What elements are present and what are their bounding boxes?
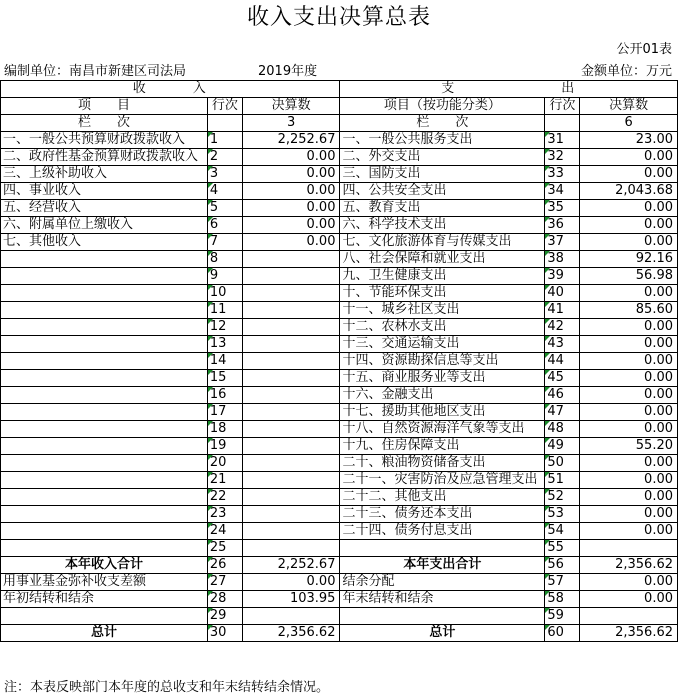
income-rowno-cell[interactable]: 2 <box>207 149 242 166</box>
expense-summary-amount[interactable] <box>580 608 678 625</box>
income-summary-label[interactable]: 用事业基金弥补收支差额 <box>1 574 208 591</box>
table-row <box>1 404 678 421</box>
income-rowno-cell[interactable]: 27 <box>207 574 242 591</box>
income-item-cell[interactable] <box>1 506 208 523</box>
table-row <box>1 149 678 166</box>
expense-rowno-cell[interactable]: 58 <box>545 591 580 608</box>
income-item-cell[interactable] <box>1 540 208 557</box>
expense-rowno-cell[interactable]: 52 <box>545 489 580 506</box>
summary-row <box>1 608 678 625</box>
income-item-cell[interactable] <box>1 404 208 421</box>
expense-item-cell[interactable]: 二十四、债务付息支出 <box>340 523 545 540</box>
income-rowno-cell[interactable]: 3 <box>207 166 242 183</box>
income-item-cell[interactable]: 三、上级补助收入 <box>1 166 208 183</box>
table-row <box>1 455 678 472</box>
expense-amount-cell[interactable]: 0.00 <box>580 455 678 472</box>
expense-rowno-cell[interactable]: 50 <box>545 455 580 472</box>
expense-rowno-cell[interactable]: 42 <box>545 319 580 336</box>
income-summary-amount[interactable]: 2,356.62 <box>242 625 340 642</box>
expense-amount-cell[interactable] <box>580 540 678 557</box>
income-rowno-cell[interactable]: 7 <box>207 234 242 251</box>
expense-summary-amount[interactable]: 2,356.62 <box>580 557 678 574</box>
expense-rowno-cell[interactable]: 59 <box>545 608 580 625</box>
header-row-columns <box>1 98 678 115</box>
expense-rowno-cell[interactable]: 51 <box>545 472 580 489</box>
table-row <box>1 268 678 285</box>
expense-rowno-cell[interactable]: 38 <box>545 251 580 268</box>
table-row <box>1 370 678 387</box>
income-rowno-cell[interactable]: 10 <box>207 285 242 302</box>
income-summary-label[interactable]: 年初结转和结余 <box>1 591 208 608</box>
expense-item-cell[interactable]: 二十二、其他支出 <box>340 489 545 506</box>
expense-summary-label[interactable]: 总计 <box>340 625 545 642</box>
income-item-cell[interactable]: 四、事业收入 <box>1 183 208 200</box>
expense-rowno-cell[interactable]: 37 <box>545 234 580 251</box>
expense-item-cell[interactable]: 二十、粮油物资储备支出 <box>340 455 545 472</box>
summary-row <box>1 557 678 574</box>
income-rowno-cell[interactable]: 29 <box>207 608 242 625</box>
expense-amount-cell[interactable]: 56.98 <box>580 268 678 285</box>
expense-item-cell[interactable]: 十二、农林水支出 <box>340 319 545 336</box>
summary-row <box>1 625 678 642</box>
expense-item-header: 项目（按功能分类） <box>340 98 545 115</box>
summary-row <box>1 574 678 591</box>
income-item-cell[interactable] <box>1 438 208 455</box>
income-summary-label[interactable]: 总计 <box>1 625 208 642</box>
table-row <box>1 438 678 455</box>
expense-item-cell[interactable]: 二、外交支出 <box>340 149 545 166</box>
table-row <box>1 251 678 268</box>
income-item-cell[interactable]: 二、政府性基金预算财政拨款收入 <box>1 149 208 166</box>
table-row <box>1 285 678 302</box>
income-amount-cell[interactable] <box>242 387 340 404</box>
income-amount-cell[interactable]: 0.00 <box>242 166 340 183</box>
income-item-cell[interactable] <box>1 302 208 319</box>
expense-col-number: 6 <box>580 115 678 132</box>
expense-rowno-cell[interactable]: 40 <box>545 285 580 302</box>
income-rowno-cell[interactable]: 28 <box>207 591 242 608</box>
expense-amount-cell[interactable]: 0.00 <box>580 166 678 183</box>
expense-amount-cell[interactable]: 23.00 <box>580 132 678 149</box>
income-amount-cell[interactable] <box>242 370 340 387</box>
expense-rowno-cell[interactable]: 55 <box>545 540 580 557</box>
expense-amount-cell[interactable]: 85.60 <box>580 302 678 319</box>
expense-amount-cell[interactable]: 0.00 <box>580 370 678 387</box>
table-row <box>1 387 678 404</box>
income-rowno-cell[interactable]: 14 <box>207 353 242 370</box>
expense-rowno-cell[interactable]: 32 <box>545 149 580 166</box>
expense-amount-cell[interactable]: 55.20 <box>580 438 678 455</box>
income-item-cell[interactable]: 五、经营收入 <box>1 200 208 217</box>
income-rowno-cell[interactable]: 1 <box>207 132 242 149</box>
table-row <box>1 353 678 370</box>
expense-rowno-cell[interactable]: 54 <box>545 523 580 540</box>
expense-rowno-cell[interactable]: 44 <box>545 353 580 370</box>
table-row <box>1 336 678 353</box>
expense-item-cell[interactable]: 一、一般公共服务支出 <box>340 132 545 149</box>
income-rowno-cell[interactable]: 15 <box>207 370 242 387</box>
expense-rowno-cell[interactable]: 41 <box>545 302 580 319</box>
expense-item-cell[interactable]: 十五、商业服务业等支出 <box>340 370 545 387</box>
expense-rowno-cell[interactable]: 56 <box>545 557 580 574</box>
table-row <box>1 540 678 557</box>
expense-summary-label[interactable]: 年末结转和结余 <box>340 591 545 608</box>
income-rowno-cell[interactable]: 6 <box>207 217 242 234</box>
expense-item-cell[interactable]: 十八、自然资源海洋气象等支出 <box>340 421 545 438</box>
table-row <box>1 421 678 438</box>
expense-rowno-cell[interactable]: 39 <box>545 268 580 285</box>
expense-item-cell[interactable]: 三、国防支出 <box>340 166 545 183</box>
expense-rowno-cell[interactable]: 45 <box>545 370 580 387</box>
income-amount-cell[interactable] <box>242 285 340 302</box>
table-row <box>1 217 678 234</box>
income-amount-cell[interactable] <box>242 404 340 421</box>
income-header: 收 入 <box>1 81 340 98</box>
expense-header: 支 出 <box>340 81 678 98</box>
income-summary-label[interactable]: 本年收入合计 <box>1 557 208 574</box>
income-rowno-cell[interactable]: 4 <box>207 183 242 200</box>
expense-col-blank <box>545 115 580 132</box>
reporting-unit: 编制单位：南昌市新建区司法局 <box>4 64 187 79</box>
income-amount-cell[interactable]: 0.00 <box>242 149 340 166</box>
expense-amount-cell[interactable]: 0.00 <box>580 523 678 540</box>
expense-amount-cell[interactable]: 0.00 <box>580 404 678 421</box>
income-rowno-cell[interactable]: 18 <box>207 421 242 438</box>
expense-item-cell[interactable]: 二十一、灾害防治及应急管理支出 <box>340 472 545 489</box>
expense-rowno-cell[interactable]: 43 <box>545 336 580 353</box>
expense-item-cell[interactable]: 九、卫生健康支出 <box>340 268 545 285</box>
income-rowno-cell[interactable]: 21 <box>207 472 242 489</box>
header-row-colno <box>1 115 678 132</box>
expense-summary-amount[interactable]: 0.00 <box>580 574 678 591</box>
income-rowno-cell[interactable]: 25 <box>207 540 242 557</box>
income-rowno-cell[interactable]: 22 <box>207 489 242 506</box>
income-amount-cell[interactable] <box>242 472 340 489</box>
table-row <box>1 319 678 336</box>
expense-rowno-cell[interactable]: 31 <box>545 132 580 149</box>
table-row <box>1 166 678 183</box>
income-amount-cell[interactable]: 0.00 <box>242 200 340 217</box>
expense-item-cell[interactable]: 十七、援助其他地区支出 <box>340 404 545 421</box>
table-row <box>1 489 678 506</box>
expense-summary-amount[interactable]: 2,356.62 <box>580 625 678 642</box>
income-col-blank <box>207 115 242 132</box>
form-code: 公开01表 <box>616 42 672 57</box>
income-rowno-cell[interactable]: 5 <box>207 200 242 217</box>
income-item-cell[interactable] <box>1 370 208 387</box>
income-amount-cell[interactable]: 0.00 <box>242 217 340 234</box>
income-amount-cell[interactable]: 2,252.67 <box>242 132 340 149</box>
expense-amount-cell[interactable]: 0.00 <box>580 387 678 404</box>
income-item-cell[interactable] <box>1 387 208 404</box>
income-rowno-cell[interactable]: 9 <box>207 268 242 285</box>
expense-amount-cell[interactable]: 0.00 <box>580 421 678 438</box>
expense-rowno-cell[interactable]: 34 <box>545 183 580 200</box>
income-rowno-cell[interactable]: 11 <box>207 302 242 319</box>
income-amount-cell[interactable] <box>242 353 340 370</box>
expense-rowno-cell[interactable]: 35 <box>545 200 580 217</box>
expense-amount-cell[interactable]: 0.00 <box>580 149 678 166</box>
expense-item-cell[interactable]: 七、文化旅游体育与传媒支出 <box>340 234 545 251</box>
income-item-cell[interactable] <box>1 319 208 336</box>
expense-item-cell[interactable]: 十四、资源勘探信息等支出 <box>340 353 545 370</box>
income-item-header: 项 目 <box>1 98 208 115</box>
expense-rowno-cell[interactable]: 46 <box>545 387 580 404</box>
income-amount-cell[interactable] <box>242 302 340 319</box>
income-item-cell[interactable] <box>1 455 208 472</box>
income-item-cell[interactable]: 七、其他收入 <box>1 234 208 251</box>
table-row <box>1 183 678 200</box>
income-col-number: 3 <box>242 115 340 132</box>
expense-item-cell[interactable]: 五、教育支出 <box>340 200 545 217</box>
income-summary-amount[interactable]: 2,252.67 <box>242 557 340 574</box>
amount-unit: 金额单位：万元 <box>580 64 672 79</box>
expense-rowno-cell[interactable]: 48 <box>545 421 580 438</box>
table-row <box>1 472 678 489</box>
expense-rowno-cell[interactable]: 33 <box>545 166 580 183</box>
expense-amount-cell[interactable]: 0.00 <box>580 506 678 523</box>
income-amount-cell[interactable] <box>242 421 340 438</box>
expense-amount-cell[interactable]: 0.00 <box>580 472 678 489</box>
income-item-cell[interactable] <box>1 268 208 285</box>
table-row <box>1 200 678 217</box>
income-rowno-cell[interactable]: 26 <box>207 557 242 574</box>
expense-amount-cell[interactable]: 0.00 <box>580 200 678 217</box>
income-rowno-cell[interactable]: 16 <box>207 387 242 404</box>
income-amount-cell[interactable] <box>242 523 340 540</box>
income-amount-cell[interactable] <box>242 540 340 557</box>
income-amount-cell[interactable] <box>242 336 340 353</box>
expense-item-cell[interactable]: 十、节能环保支出 <box>340 285 545 302</box>
income-amount-cell[interactable] <box>242 251 340 268</box>
expense-rowno-cell[interactable]: 53 <box>545 506 580 523</box>
header-row-section <box>1 81 678 98</box>
income-rowno-cell[interactable]: 13 <box>207 336 242 353</box>
expense-item-cell[interactable]: 十六、金融支出 <box>340 387 545 404</box>
income-rowno-cell[interactable]: 23 <box>207 506 242 523</box>
expense-amount-cell[interactable]: 0.00 <box>580 336 678 353</box>
report-year: 2019年度 <box>258 64 318 79</box>
income-rowno-cell[interactable]: 8 <box>207 251 242 268</box>
income-rowno-cell[interactable]: 20 <box>207 455 242 472</box>
report-meta <box>0 57 678 79</box>
income-item-cell[interactable]: 一、一般公共预算财政拨款收入 <box>1 132 208 149</box>
expense-amount-cell[interactable]: 92.16 <box>580 251 678 268</box>
table-row <box>1 132 678 149</box>
expense-summary-amount[interactable]: 0.00 <box>580 591 678 608</box>
income-amount-cell[interactable] <box>242 506 340 523</box>
income-item-cell[interactable] <box>1 489 208 506</box>
expense-amount-cell[interactable]: 2,043.68 <box>580 183 678 200</box>
income-item-cell[interactable] <box>1 251 208 268</box>
income-amount-cell[interactable] <box>242 268 340 285</box>
expense-amount-cell[interactable]: 0.00 <box>580 285 678 302</box>
table-row <box>1 523 678 540</box>
expense-item-cell[interactable] <box>340 540 545 557</box>
expense-rowno-cell[interactable]: 36 <box>545 217 580 234</box>
income-amount-cell[interactable]: 0.00 <box>242 234 340 251</box>
expense-rowno-header: 行次 <box>545 98 580 115</box>
expense-amount-cell[interactable]: 0.00 <box>580 234 678 251</box>
income-item-cell[interactable]: 六、附属单位上缴收入 <box>1 217 208 234</box>
income-rowno-cell[interactable]: 12 <box>207 319 242 336</box>
income-summary-amount[interactable] <box>242 608 340 625</box>
income-summary-label[interactable] <box>1 608 208 625</box>
income-amount-cell[interactable] <box>242 319 340 336</box>
footnote: 注：本表反映部门本年度的总收支和年末结转结余情况。 <box>4 680 330 695</box>
income-rowno-cell[interactable]: 30 <box>207 625 242 642</box>
expense-rowno-cell[interactable]: 47 <box>545 404 580 421</box>
report-title: 收入支出决算总表 <box>246 5 431 30</box>
expense-item-cell[interactable]: 十九、住房保障支出 <box>340 438 545 455</box>
income-amount-cell[interactable] <box>242 455 340 472</box>
expense-rowno-cell[interactable]: 57 <box>545 574 580 591</box>
table-row <box>1 302 678 319</box>
income-amount-header: 决算数 <box>242 98 340 115</box>
income-rowno-header: 行次 <box>207 98 242 115</box>
income-amount-cell[interactable] <box>242 489 340 506</box>
income-summary-amount[interactable]: 103.95 <box>242 591 340 608</box>
expense-rowno-cell[interactable]: 49 <box>545 438 580 455</box>
income-amount-cell[interactable] <box>242 438 340 455</box>
income-rowno-cell[interactable]: 19 <box>207 438 242 455</box>
expense-item-cell[interactable]: 四、公共安全支出 <box>340 183 545 200</box>
income-item-cell[interactable] <box>1 285 208 302</box>
table-row <box>1 506 678 523</box>
income-rowno-cell[interactable]: 24 <box>207 523 242 540</box>
income-amount-cell[interactable]: 0.00 <box>242 183 340 200</box>
income-item-cell[interactable] <box>1 421 208 438</box>
expense-amount-cell[interactable]: 0.00 <box>580 489 678 506</box>
table-body <box>1 132 678 642</box>
income-item-cell[interactable] <box>1 336 208 353</box>
expense-col-label: 栏 次 <box>340 115 545 132</box>
expense-item-cell[interactable]: 十一、城乡社区支出 <box>340 302 545 319</box>
expense-amount-cell[interactable]: 0.00 <box>580 319 678 336</box>
expense-amount-cell[interactable]: 0.00 <box>580 353 678 370</box>
expense-item-cell[interactable]: 二十三、债务还本支出 <box>340 506 545 523</box>
income-item-cell[interactable] <box>1 353 208 370</box>
expense-summary-label[interactable]: 本年支出合计 <box>340 557 545 574</box>
income-summary-amount[interactable]: 0.00 <box>242 574 340 591</box>
expense-amount-cell[interactable]: 0.00 <box>580 217 678 234</box>
expense-item-cell[interactable]: 六、科学技术支出 <box>340 217 545 234</box>
summary-row <box>1 591 678 608</box>
income-item-cell[interactable] <box>1 523 208 540</box>
summary-table <box>0 80 678 642</box>
expense-summary-label[interactable]: 结余分配 <box>340 574 545 591</box>
income-rowno-cell[interactable]: 17 <box>207 404 242 421</box>
expense-rowno-cell[interactable]: 60 <box>545 625 580 642</box>
expense-amount-header: 决算数 <box>580 98 678 115</box>
expense-item-cell[interactable]: 八、社会保障和就业支出 <box>340 251 545 268</box>
expense-item-cell[interactable]: 十三、交通运输支出 <box>340 336 545 353</box>
income-item-cell[interactable] <box>1 472 208 489</box>
income-col-label: 栏 次 <box>1 115 208 132</box>
expense-summary-label[interactable] <box>340 608 545 625</box>
table-row <box>1 234 678 251</box>
